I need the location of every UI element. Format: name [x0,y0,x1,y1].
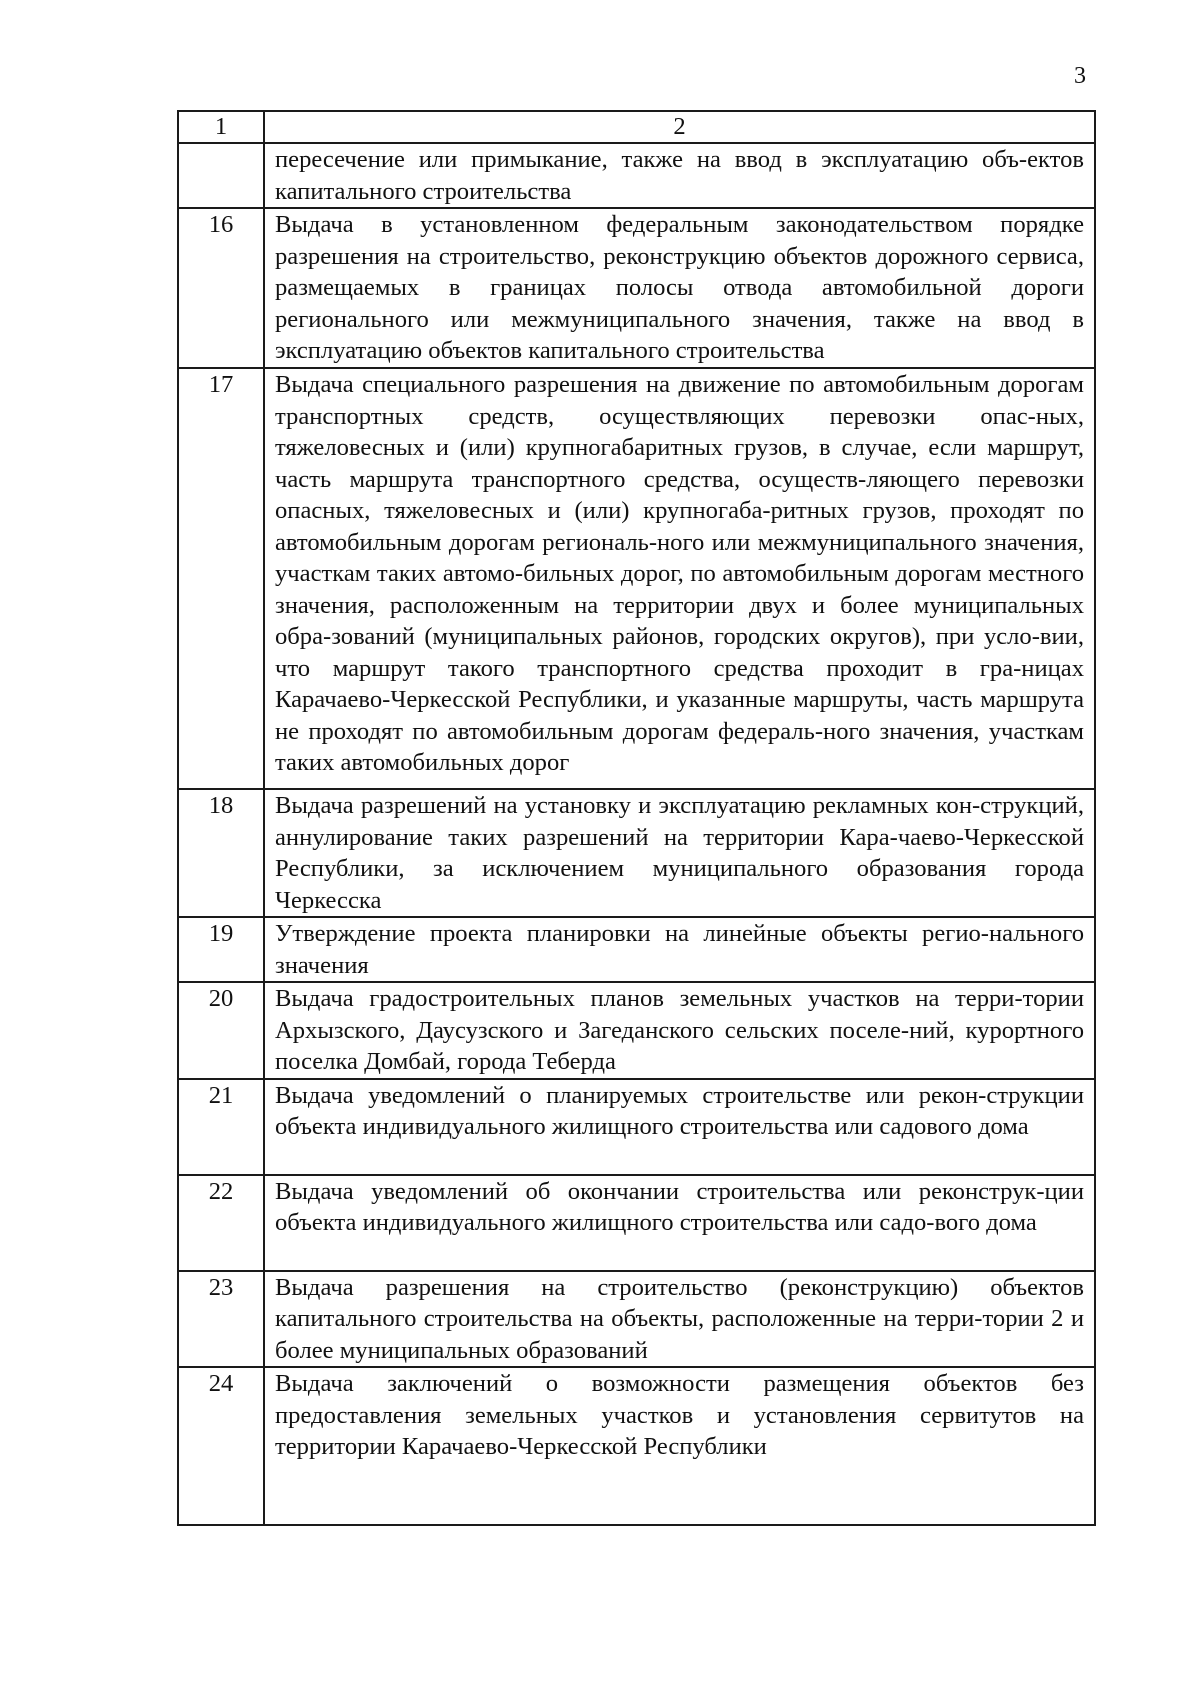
table-row [178,1175,1095,1271]
services-table [177,110,1096,1526]
row-text: Выдача уведомлений о планируемых строительстве или рекон-струкции объекта индивидуального жилищного строительства или садового дома [264,1079,1095,1175]
row-text: Выдача заключений о возможности размещения объектов без предоставления земельных участков и установления сервитутов на территории Карачаево-Черкесской Республики [264,1367,1095,1525]
row-number: 17 [178,368,264,789]
row-number: 21 [178,1079,264,1175]
row-text: Выдача уведомлений об окончании строительства или реконструк-ции объекта индивидуального жилищного строительства или садо-вого дома [264,1175,1095,1271]
row-number: 18 [178,789,264,917]
row-number: 20 [178,982,264,1079]
table-row [178,982,1095,1079]
row-number: 23 [178,1271,264,1368]
table-row [178,789,1095,917]
row-number: 22 [178,1175,264,1271]
table-row [178,208,1095,368]
row-number: 19 [178,917,264,982]
row-text: Выдача градостроительных планов земельных участков на терри-тории Архызского, Даусузского и Загеданского сельских поселе-ний, курортного поселка Домбай, города Теберда [264,982,1095,1079]
row-text: пересечение или примыкание, также на ввод в эксплуатацию объ-ектов капитального строительства [264,143,1095,208]
column-header-number: 1 [178,111,264,143]
row-text: Утверждение проекта планировки на линейные объекты регио-нального значения [264,917,1095,982]
row-text: Выдача в установленном федеральным законодательством порядке разрешения на строительство, реконструкцию объектов дорожного сервиса, размещаемых в границах полосы отвода автомобильной дороги регионального или межмуниципального значения, также на ввод в эксплуатацию объектов капитального строительства [264,208,1095,368]
table-row [178,1367,1095,1525]
table-row [178,368,1095,789]
table-row [178,917,1095,982]
table-row [178,1079,1095,1175]
row-text: Выдача разрешения на строительство (реконструкцию) объектов капитального строительства на объекты, расположенные на терри-тории 2 и более муниципальных образований [264,1271,1095,1368]
table-row [178,1271,1095,1368]
row-text: Выдача разрешений на установку и эксплуатацию рекламных кон-струкций, аннулирование таких разрешений на территории Кара-чаево-Черкесской Республики, за исключением муниципального образования города Черкесска [264,789,1095,917]
row-number [178,143,264,208]
table-row [178,143,1095,208]
row-number: 16 [178,208,264,368]
row-text: Выдача специального разрешения на движение по автомобильным дорогам транспортных средств, осуществляющих перевозки опас-ных, тяжеловесных и (или) крупногабаритных грузов, в случае, если маршрут, часть маршрута транспортного средства, осуществ-ляющего перевозки опасных, тяжеловесных и (или) крупногаба-ритных грузов, проходят по автомобильным дорогам региональ-ного или межмуниципального значения, участкам таких автомо-бильных дорог, по автомобильным дорогам местного значения, расположенным на территории двух и более муниципальных обра-зований (муниципальных районов, городских округов), при усло-вии, что маршрут такого транспортного средства проходит в гра-ницах Карачаево-Черкесской Республики, и указанные маршруты, часть маршрута не проходят по автомобильным дорогам федераль-ного значения, участкам таких автомобильных дорог [264,368,1095,789]
page-number: 3 [1074,63,1086,89]
table-header-row [178,111,1095,143]
row-number: 24 [178,1367,264,1525]
column-header-description: 2 [264,111,1095,143]
